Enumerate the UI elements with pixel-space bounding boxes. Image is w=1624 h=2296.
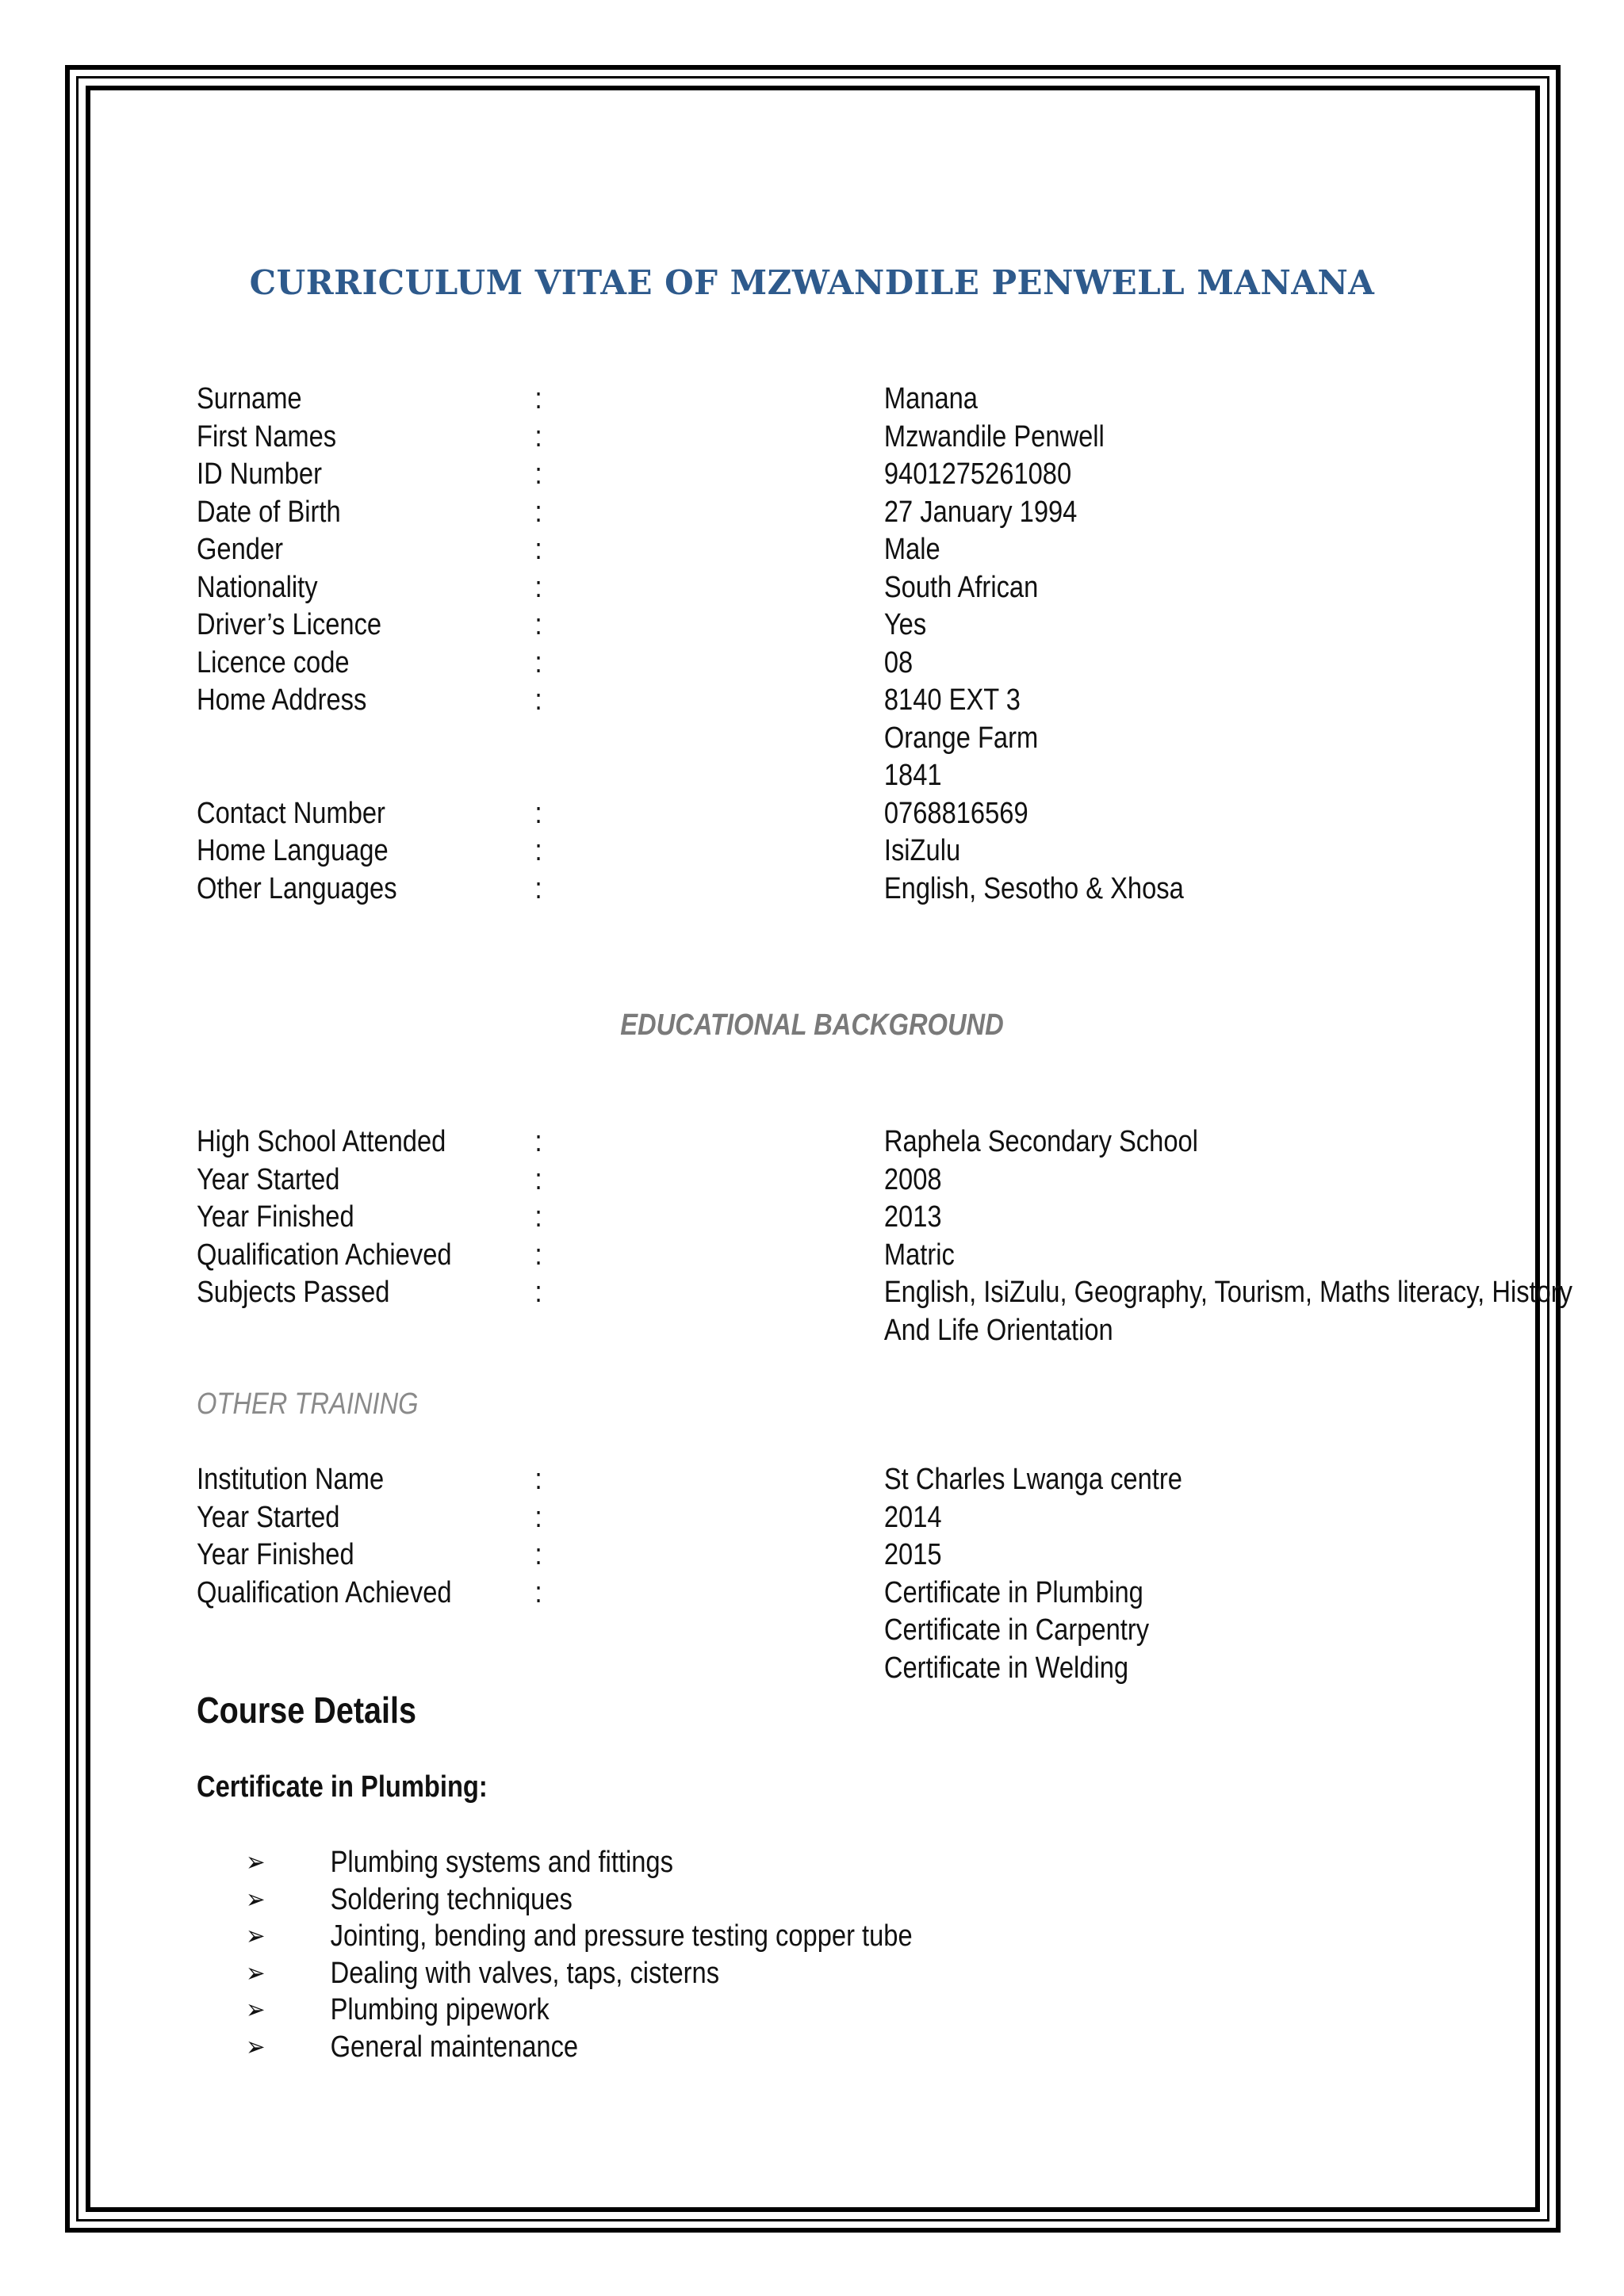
detail-label: ID Number bbox=[197, 457, 322, 491]
detail-label: Nationality bbox=[197, 570, 318, 604]
detail-colon: : bbox=[534, 419, 542, 453]
detail-value: Certificate in Carpentry bbox=[883, 1613, 1150, 1647]
detail-value: English, Sesotho & Xhosa bbox=[883, 871, 1184, 905]
detail-label: Year Started bbox=[197, 1500, 340, 1534]
detail-label: Institution Name bbox=[197, 1463, 385, 1496]
list-item-text: General maintenance bbox=[330, 2030, 579, 2064]
detail-label: Year Started bbox=[197, 1162, 340, 1196]
detail-value: Orange Farm bbox=[883, 721, 1039, 755]
detail-value: St Charles Lwanga centre bbox=[883, 1463, 1182, 1496]
detail-label: Subjects Passed bbox=[197, 1276, 390, 1309]
detail-colon: : bbox=[534, 1200, 542, 1234]
detail-value: 2014 bbox=[883, 1500, 942, 1534]
arrowhead-bullet-icon: ➢ bbox=[246, 1847, 266, 1877]
training-heading: OTHER TRAINING bbox=[197, 1387, 419, 1421]
detail-value: 9401275261080 bbox=[883, 457, 1072, 491]
detail-colon: : bbox=[534, 1162, 542, 1196]
detail-value: English, IsiZulu, Geography, Tourism, Maths literacy, History bbox=[883, 1276, 1573, 1309]
detail-colon: : bbox=[534, 533, 542, 566]
detail-value: Raphela Secondary School bbox=[883, 1125, 1198, 1158]
detail-value: 8140 EXT 3 bbox=[883, 683, 1021, 717]
list-item-text: Plumbing pipework bbox=[330, 1993, 550, 2026]
detail-colon: : bbox=[534, 1463, 542, 1496]
detail-value: 0768816569 bbox=[883, 796, 1028, 830]
detail-colon: : bbox=[534, 608, 542, 641]
detail-value: 2013 bbox=[883, 1200, 942, 1234]
detail-label: Year Finished bbox=[197, 1538, 354, 1571]
detail-value: 27 January 1994 bbox=[883, 495, 1078, 529]
detail-label: Contact Number bbox=[197, 796, 385, 830]
arrowhead-bullet-icon: ➢ bbox=[246, 1957, 266, 1988]
detail-label: Home Address bbox=[197, 683, 367, 717]
detail-value: Matric bbox=[883, 1238, 955, 1272]
document-title: CURRICULUM VITAE OF MZWANDILE PENWELL MANANA bbox=[249, 263, 1375, 302]
detail-colon: : bbox=[534, 796, 542, 830]
detail-colon: : bbox=[534, 871, 542, 905]
detail-colon: : bbox=[534, 1538, 542, 1571]
detail-value: Mzwandile Penwell bbox=[883, 419, 1105, 453]
detail-label: High School Attended bbox=[197, 1125, 446, 1158]
detail-value: South African bbox=[883, 570, 1039, 604]
detail-colon: : bbox=[534, 1276, 542, 1309]
detail-value: And Life Orientation bbox=[883, 1313, 1113, 1347]
detail-label: Gender bbox=[197, 533, 284, 566]
detail-label: Qualification Achieved bbox=[197, 1575, 452, 1609]
detail-label: Date of Birth bbox=[197, 495, 341, 529]
detail-value: 1841 bbox=[883, 759, 942, 792]
detail-label: Licence code bbox=[197, 645, 350, 679]
detail-colon: : bbox=[534, 1575, 542, 1609]
list-item-text: Dealing with valves, taps, cisterns bbox=[330, 1956, 720, 1990]
detail-value: Manana bbox=[883, 382, 978, 415]
course-details-heading: Course Details bbox=[197, 1689, 417, 1731]
education-heading: EDUCATIONAL BACKGROUND bbox=[620, 1008, 1004, 1042]
detail-label: First Names bbox=[197, 419, 337, 453]
detail-colon: : bbox=[534, 457, 542, 491]
detail-colon: : bbox=[534, 1500, 542, 1534]
list-item-text: Soldering techniques bbox=[330, 1882, 573, 1916]
detail-label: Driver’s Licence bbox=[197, 608, 382, 641]
detail-label: Qualification Achieved bbox=[197, 1238, 452, 1272]
plumbing-certificate-heading: Certificate in Plumbing: bbox=[197, 1770, 488, 1804]
detail-colon: : bbox=[534, 1125, 542, 1158]
detail-colon: : bbox=[534, 382, 542, 415]
list-item-text: Plumbing systems and fittings bbox=[330, 1846, 673, 1879]
arrowhead-bullet-icon: ➢ bbox=[246, 2031, 266, 2062]
detail-label: Surname bbox=[197, 382, 302, 415]
detail-label: Year Finished bbox=[197, 1200, 354, 1234]
list-item-text: Jointing, bending and pressure testing copper tube bbox=[330, 1919, 913, 1953]
detail-colon: : bbox=[534, 570, 542, 604]
detail-colon: : bbox=[534, 645, 542, 679]
detail-value: 2015 bbox=[883, 1538, 942, 1571]
detail-value: Certificate in Welding bbox=[883, 1651, 1129, 1685]
detail-label: Home Language bbox=[197, 834, 389, 867]
detail-colon: : bbox=[534, 683, 542, 717]
detail-value: Certificate in Plumbing bbox=[883, 1575, 1143, 1609]
detail-value: Yes bbox=[883, 608, 927, 641]
detail-colon: : bbox=[534, 495, 542, 529]
detail-colon: : bbox=[534, 834, 542, 867]
detail-label: Other Languages bbox=[197, 871, 397, 905]
detail-value: 2008 bbox=[883, 1162, 942, 1196]
detail-value: 08 bbox=[883, 645, 914, 679]
detail-colon: : bbox=[534, 1238, 542, 1272]
arrowhead-bullet-icon: ➢ bbox=[246, 1921, 266, 1951]
arrowhead-bullet-icon: ➢ bbox=[246, 1995, 266, 2025]
arrowhead-bullet-icon: ➢ bbox=[246, 1884, 266, 1915]
detail-value: Male bbox=[883, 533, 940, 566]
detail-value: IsiZulu bbox=[883, 834, 961, 867]
